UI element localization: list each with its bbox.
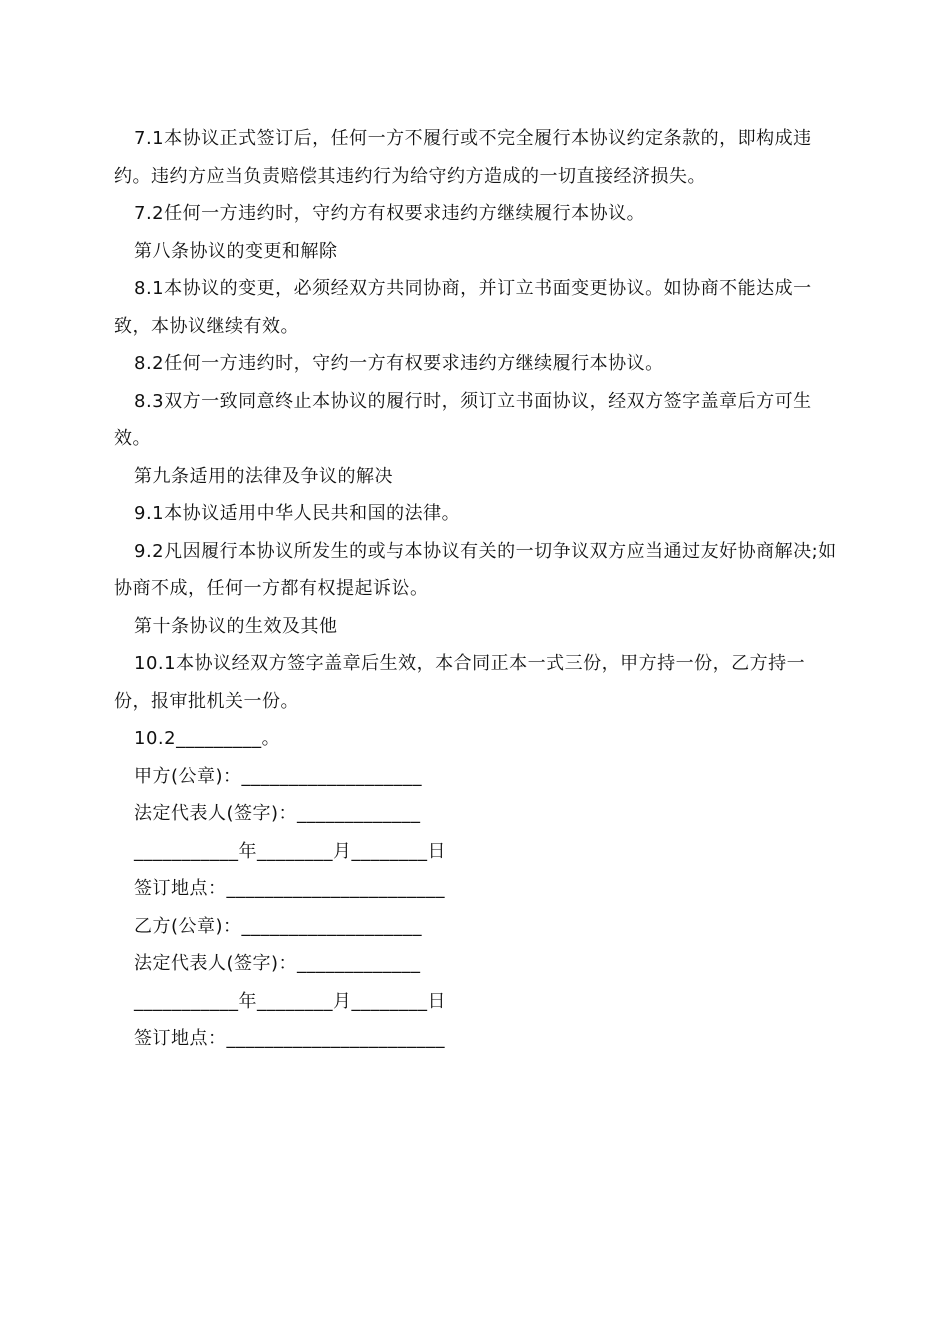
article-8-heading: 第八条协议的变更和解除 (134, 240, 338, 262)
clause-8-1: 8.1本协议的变更，必须经双方共同协商，并订立书面变更协议。如协商不能达成一致，本协议继续有效。 (114, 278, 812, 337)
clause-7-1: 7.1本协议正式签订后，任何一方不履行或不完全履行本协议约定条款的，即构成违约。违约方应当负责赔偿其违约行为给守约方造成的一切直接经济损失。 (114, 128, 812, 187)
clause-8-3: 8.3双方一致同意终止本协议的履行时，须订立书面协议，经双方签字盖章后方可生效。 (114, 390, 812, 449)
clause-9-1: 9.1本协议适用中华人民共和国的法律。 (134, 503, 461, 524)
clause-8-2: 8.2任何一方违约时，守约一方有权要求违约方继续履行本协议。 (134, 353, 664, 374)
clause-7-2: 7.2任何一方违约时，守约方有权要求违约方继续履行本协议。 (134, 203, 646, 224)
party-a-place-line: 签订地点：_______________________ (134, 878, 445, 899)
party-a-seal-line: 甲方(公章)：___________________ (134, 765, 423, 787)
article-10-heading: 第十条协议的生效及其他 (134, 615, 338, 637)
article-9-heading: 第九条适用的法律及争议的解决 (134, 465, 393, 487)
clause-10-1: 10.1本协议经双方签字盖章后生效，本合同正本一式三份，甲方持一份，乙方持一份，报审批机关一份。 (114, 653, 806, 712)
party-a-representative-line: 法定代表人(签字)：_____________ (134, 803, 421, 824)
party-b-representative-line: 法定代表人(签字)：_____________ (134, 953, 421, 974)
document-body (114, 120, 838, 1058)
party-a-date-line: ___________年________月________日 (134, 840, 446, 862)
party-b-place-line: 签订地点：_______________________ (134, 1028, 445, 1049)
clause-10-2: 10.2_________。 (134, 728, 281, 749)
party-b-seal-line: 乙方(公章)：___________________ (134, 915, 423, 937)
party-b-date-line: ___________年________月________日 (134, 990, 446, 1012)
clause-9-2: 9.2凡因履行本协议所发生的或与本协议有关的一切争议双方应当通过友好协商解决;如协商不成，任何一方都有权提起诉讼。 (114, 540, 837, 599)
